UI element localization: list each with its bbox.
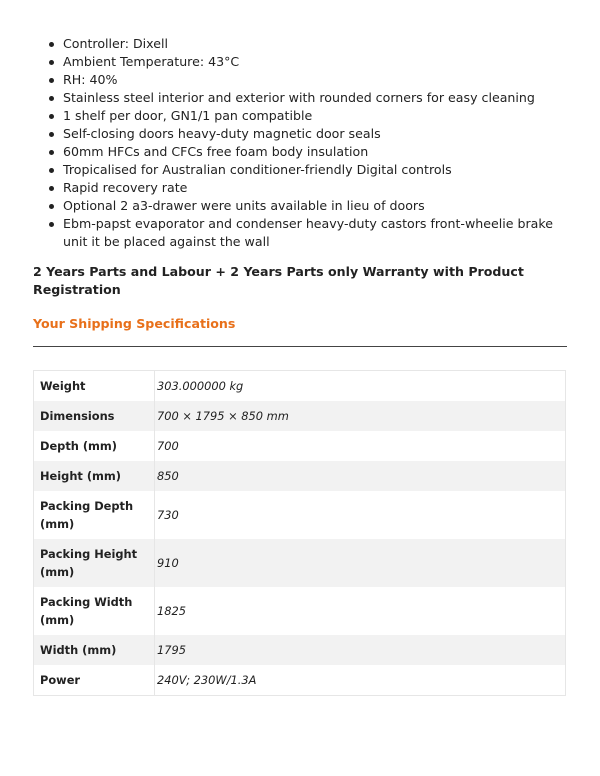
- spec-value: 850: [155, 461, 566, 491]
- shipping-heading: Your Shipping Specifications: [33, 316, 236, 331]
- spec-label: Packing Width (mm): [34, 587, 155, 635]
- spec-label: Width (mm): [34, 635, 155, 665]
- list-item: [47, 179, 567, 197]
- list-item: [47, 125, 567, 143]
- table-row: [34, 635, 566, 665]
- spec-value: 1795: [155, 635, 566, 665]
- list-item: [47, 215, 567, 251]
- table-row: [34, 431, 566, 461]
- bullet-icon: [49, 168, 54, 173]
- spec-label: Packing Depth (mm): [34, 491, 155, 539]
- spec-label: Dimensions: [34, 401, 155, 431]
- spec-value: 910: [155, 539, 566, 587]
- spec-label: Power: [34, 665, 155, 696]
- feature-list: [47, 35, 567, 251]
- bullet-icon: [49, 186, 54, 191]
- list-item: [47, 35, 567, 53]
- table-row: [34, 371, 566, 402]
- feature-text: Self-closing doors heavy-duty magnetic door seals: [63, 126, 381, 141]
- bullet-icon: [49, 114, 54, 119]
- spec-label: Weight: [34, 371, 155, 402]
- bullet-icon: [49, 222, 54, 227]
- spec-label: Height (mm): [34, 461, 155, 491]
- table-row: [34, 587, 566, 635]
- bullet-icon: [49, 60, 54, 65]
- feature-text: Stainless steel interior and exterior with rounded corners for easy cleaning: [63, 90, 535, 105]
- list-item: [47, 107, 567, 125]
- spec-value: 700 × 1795 × 850 mm: [155, 401, 566, 431]
- shipping-spec-table: [33, 370, 566, 696]
- list-item: [47, 197, 567, 215]
- feature-text: Rapid recovery rate: [63, 180, 188, 195]
- table-row: [34, 665, 566, 696]
- feature-text: RH: 40%: [63, 72, 118, 87]
- bullet-icon: [49, 150, 54, 155]
- feature-text: Ebm-papst evaporator and condenser heavy-duty castors front-wheelie brake unit it be placed against the wall: [63, 216, 553, 249]
- bullet-icon: [49, 132, 54, 137]
- feature-text: Controller: Dixell: [63, 36, 168, 51]
- feature-text: 1 shelf per door, GN1/1 pan compatible: [63, 108, 313, 123]
- bullet-icon: [49, 96, 54, 101]
- list-item: [47, 53, 567, 71]
- table-row: [34, 539, 566, 587]
- feature-text: 60mm HFCs and CFCs free foam body insulation: [63, 144, 369, 159]
- table-row: [34, 461, 566, 491]
- warranty-statement: 2 Years Parts and Labour + 2 Years Parts only Warranty with Product Registration: [33, 264, 524, 297]
- spec-label: Packing Height (mm): [34, 539, 155, 587]
- table-row: [34, 401, 566, 431]
- feature-text: Optional 2 a3-drawer were units available in lieu of doors: [63, 198, 425, 213]
- bullet-icon: [49, 42, 54, 47]
- spec-value: 700: [155, 431, 566, 461]
- list-item: [47, 161, 567, 179]
- bullet-icon: [49, 204, 54, 209]
- bullet-icon: [49, 78, 54, 83]
- list-item: [47, 143, 567, 161]
- section-divider: [33, 346, 567, 347]
- spec-value: 730: [155, 491, 566, 539]
- list-item: [47, 71, 567, 89]
- feature-text: Ambient Temperature: 43°C: [63, 54, 240, 69]
- feature-text: Tropicalised for Australian conditioner-friendly Digital controls: [63, 162, 452, 177]
- list-item: [47, 89, 567, 107]
- spec-label: Depth (mm): [34, 431, 155, 461]
- spec-value: 303.000000 kg: [155, 371, 566, 402]
- spec-value: 240V; 230W/1.3A: [155, 665, 566, 696]
- table-row: [34, 491, 566, 539]
- spec-value: 1825: [155, 587, 566, 635]
